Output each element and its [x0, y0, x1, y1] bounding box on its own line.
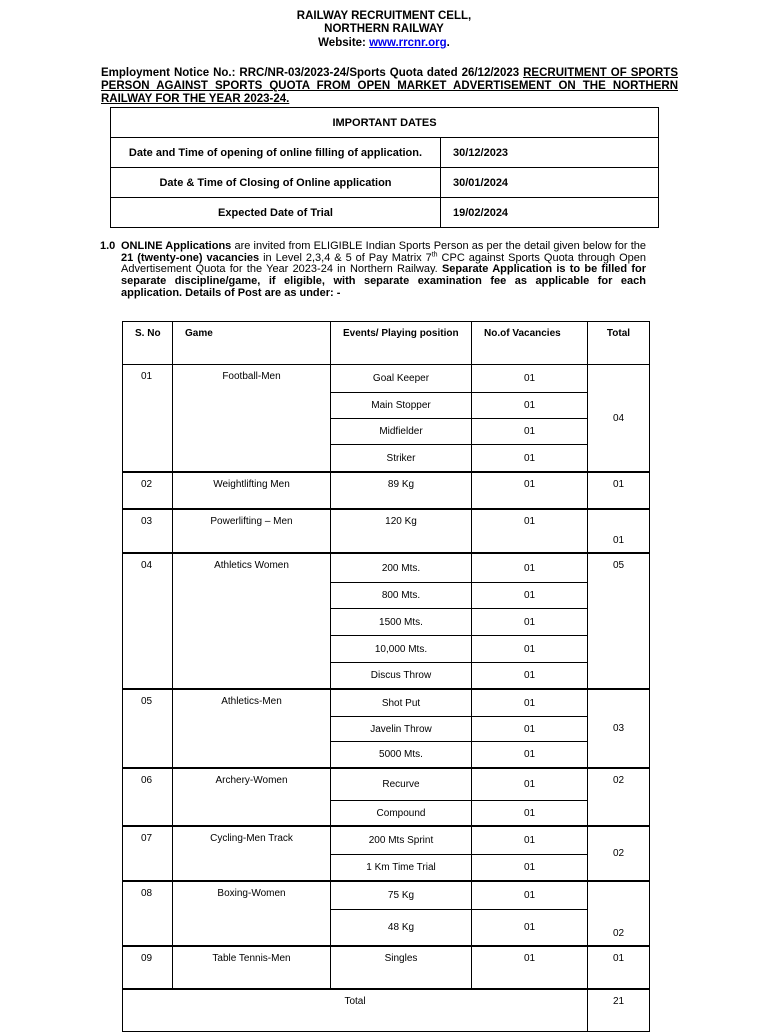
vacancy-cell: 01	[472, 742, 588, 769]
event-cell: 10,000 Mts.	[331, 636, 472, 663]
vacancy-cell: 01	[472, 768, 588, 801]
sno-cell: 02	[123, 472, 173, 509]
col-game: Game	[173, 322, 331, 365]
col-vacancies: No.of Vacancies	[472, 322, 588, 365]
game-cell: Cycling-Men Track	[173, 826, 331, 881]
total-label: Total	[123, 989, 588, 1032]
header-line-2: NORTHERN RAILWAY	[324, 23, 444, 35]
para-bold-1: ONLINE Applications	[121, 240, 232, 252]
date-value: 30/01/2024	[441, 168, 659, 198]
paragraph-text	[121, 241, 646, 300]
date-row	[111, 198, 659, 228]
applications-paragraph	[100, 241, 646, 300]
table-row	[123, 826, 650, 855]
vacancy-cell: 01	[472, 801, 588, 827]
date-label: Expected Date of Trial	[111, 198, 441, 228]
event-cell: Midfielder	[331, 419, 472, 445]
table-row	[123, 881, 650, 910]
sno-cell: 08	[123, 881, 173, 946]
posts-table	[122, 321, 650, 1032]
table-row	[123, 509, 650, 553]
vacancy-cell: 01	[472, 509, 588, 553]
total-cell: 01	[588, 509, 650, 553]
important-dates-heading: IMPORTANT DATES	[111, 108, 659, 138]
total-cell: 01	[588, 472, 650, 509]
para-bold-2: 21 (twenty-one) vacancies	[121, 251, 260, 264]
table-row	[123, 365, 650, 393]
vacancy-cell: 01	[472, 609, 588, 636]
date-row	[111, 168, 659, 198]
employment-notice	[101, 67, 678, 106]
sno-cell: 04	[123, 553, 173, 689]
event-cell: 1 Km Time Trial	[331, 855, 472, 882]
game-cell: Archery-Women	[173, 768, 331, 826]
total-cell: 04	[588, 365, 650, 473]
date-label: Date & Time of Closing of Online application	[111, 168, 441, 198]
table-row	[123, 553, 650, 583]
col-events: Events/ Playing position	[331, 322, 472, 365]
sno-cell: 09	[123, 946, 173, 989]
para-text-3: CPC against Sports Quota through Open Advertisement Quota for the Year 2023-24 in Northern Railway.	[121, 251, 646, 276]
total-cell: 02	[588, 826, 650, 881]
game-cell: Boxing-Women	[173, 881, 331, 946]
para-sup: th	[431, 251, 438, 259]
table-row	[123, 472, 650, 509]
date-label: Date and Time of opening of online filling of application.	[111, 138, 441, 168]
game-cell: Athletics Women	[173, 553, 331, 689]
event-cell: Javelin Throw	[331, 717, 472, 742]
col-sno: S. No	[123, 322, 173, 365]
header-line-1: RAILWAY RECRUITMENT CELL,	[296, 10, 472, 22]
date-value: 30/12/2023	[441, 138, 659, 168]
vacancy-cell: 01	[472, 472, 588, 509]
date-row	[111, 138, 659, 168]
vacancy-cell: 01	[472, 583, 588, 609]
posts-body	[123, 365, 650, 1032]
vacancy-cell: 01	[472, 663, 588, 690]
total-cell: 01	[588, 946, 650, 989]
paragraph-number: 1.0	[100, 240, 116, 252]
vacancy-cell: 01	[472, 881, 588, 910]
event-cell: Striker	[331, 445, 472, 473]
game-cell: Athletics-Men	[173, 689, 331, 768]
date-value: 19/02/2024	[441, 198, 659, 228]
event-cell: 1500 Mts.	[331, 609, 472, 636]
total-row	[123, 989, 650, 1032]
event-cell: 89 Kg	[331, 472, 472, 509]
grand-total: 21	[588, 989, 650, 1032]
vacancy-cell: 01	[472, 826, 588, 855]
website-label: Website:	[318, 37, 370, 49]
event-cell: Recurve	[331, 768, 472, 801]
table-row	[123, 768, 650, 801]
vacancy-cell: 01	[472, 910, 588, 947]
event-cell: Goal Keeper	[331, 365, 472, 393]
event-cell: Compound	[331, 801, 472, 827]
vacancy-cell: 01	[472, 689, 588, 717]
col-total: Total	[588, 322, 650, 365]
event-cell: 120 Kg	[331, 509, 472, 553]
total-cell: 05	[588, 553, 650, 689]
para-text-1: are invited from ELIGIBLE Indian Sports Person as per the detail given below for the	[231, 240, 646, 252]
event-cell: 800 Mts.	[331, 583, 472, 609]
sno-cell: 07	[123, 826, 173, 881]
notice-title: RECRUITMENT OF SPORTS PERSON AGAINST SPORTS QUOTA FROM OPEN MARKET ADVERTISEMENT ON THE NORTHERN RAILWAY FOR THE YEAR 2023-24.	[101, 67, 678, 105]
website-end: .	[446, 37, 450, 49]
para-bold-3: Separate Application is to be filled for separate discipline/game, if eligible, with separate examination fee as applicable for each application. Details of Post are as under: -	[121, 263, 646, 299]
total-cell: 02	[588, 881, 650, 946]
event-cell: Singles	[331, 946, 472, 989]
notice-number: Employment Notice No.: RRC/NR-03/2023-24/Sports Quota dated 26/12/2023	[101, 67, 524, 79]
game-cell: Table Tennis-Men	[173, 946, 331, 989]
table-row	[123, 946, 650, 989]
event-cell: 5000 Mts.	[331, 742, 472, 769]
sno-cell: 01	[123, 365, 173, 473]
sno-cell: 06	[123, 768, 173, 826]
game-cell: Powerlifting – Men	[173, 509, 331, 553]
website-line	[0, 37, 768, 49]
event-cell: 75 Kg	[331, 881, 472, 910]
total-cell: 03	[588, 689, 650, 768]
posts-header-row	[123, 322, 650, 365]
vacancy-cell: 01	[472, 946, 588, 989]
website-link[interactable]: www.rrcnr.org	[369, 37, 447, 49]
vacancy-cell: 01	[472, 365, 588, 393]
event-cell: 200 Mts.	[331, 553, 472, 583]
vacancy-cell: 01	[472, 393, 588, 419]
vacancy-cell: 01	[472, 717, 588, 742]
vacancy-cell: 01	[472, 553, 588, 583]
sno-cell: 03	[123, 509, 173, 553]
game-cell: Weightlifting Men	[173, 472, 331, 509]
total-cell: 02	[588, 768, 650, 826]
para-text-2: in Level 2,3,4 & 5 of Pay Matrix 7	[259, 251, 432, 264]
event-cell: 48 Kg	[331, 910, 472, 947]
vacancy-cell: 01	[472, 445, 588, 473]
event-cell: 200 Mts Sprint	[331, 826, 472, 855]
event-cell: Shot Put	[331, 689, 472, 717]
game-cell: Football-Men	[173, 365, 331, 473]
event-cell: Discus Throw	[331, 663, 472, 690]
sno-cell: 05	[123, 689, 173, 768]
vacancy-cell: 01	[472, 855, 588, 882]
important-dates-table	[110, 107, 659, 228]
table-row	[123, 689, 650, 717]
event-cell: Main Stopper	[331, 393, 472, 419]
vacancy-cell: 01	[472, 636, 588, 663]
vacancy-cell: 01	[472, 419, 588, 445]
